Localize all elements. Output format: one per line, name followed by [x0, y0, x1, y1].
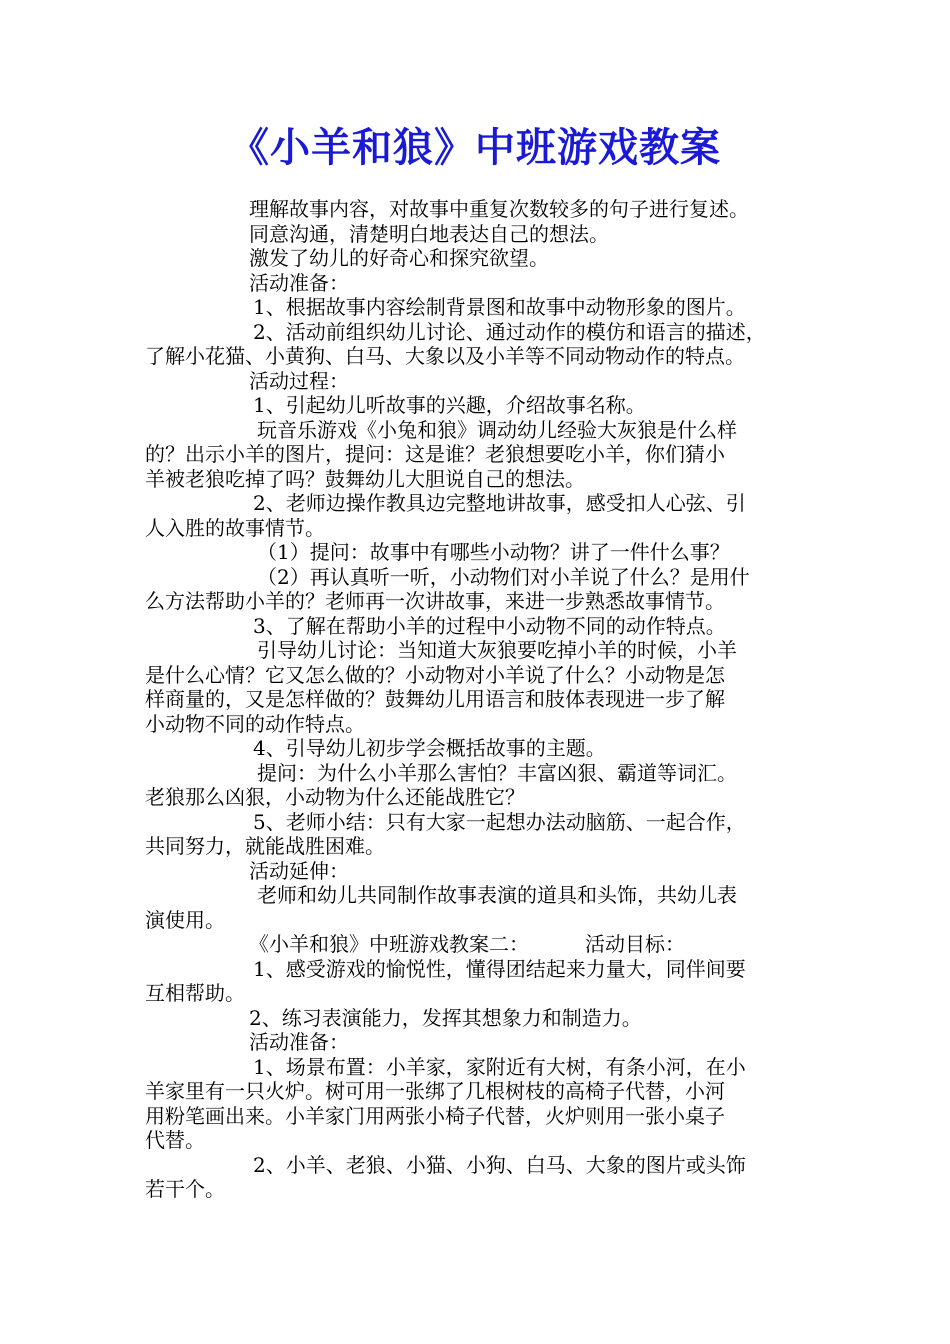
section-heading-inline: 活动目标：	[585, 932, 685, 956]
section-heading: 活动过程：	[249, 368, 349, 393]
paragraph-line: （1）提问：故事中有哪些小动物？讲了一件什么事？	[257, 540, 730, 564]
paragraph-line: 玩音乐游戏《小兔和狼》调动幼儿经验大灰狼是什么样	[257, 417, 737, 442]
paragraph-line: 同意沟通，清楚明白地表达自己的想法。	[249, 221, 609, 246]
paragraph-line: 1、根据故事内容绘制背景图和故事中动物形象的图片。	[253, 295, 746, 319]
paragraph-line: （2）再认真听一听，小动物们对小羊说了什么？是用什	[257, 564, 750, 589]
paragraph-line: 引导幼儿讨论：当知道大灰狼要吃掉小羊的时候，小羊	[257, 638, 737, 662]
paragraph-line: 羊被老狼吃掉了吗？鼓舞幼儿大胆说自己的想法。	[145, 466, 585, 491]
paragraph-line: 互相帮助。	[145, 981, 245, 1005]
paragraph-line: 4、引导幼儿初步学会概括故事的主题。	[253, 736, 606, 760]
subtitle-text: 《小羊和狼》中班游戏教案二：	[249, 932, 529, 956]
paragraph-line: 若干个。	[145, 1177, 225, 1201]
paragraph-line: 人入胜的故事情节。	[145, 515, 325, 540]
paragraph-line-subtitle	[145, 932, 817, 957]
paragraph-line: 2、活动前组织幼儿讨论、通过动作的模仿和语言的描述，	[253, 319, 766, 344]
paragraph-line: 演使用。	[145, 907, 225, 932]
paragraph-line: 3、了解在帮助小羊的过程中小动物不同的动作特点。	[253, 613, 726, 638]
paragraph-line: 2、练习表演能力，发挥其想象力和制造力。	[249, 1005, 642, 1030]
paragraph-line: 样商量的，又是怎样做的？鼓舞幼儿用语言和肢体表现进一步了解	[145, 687, 725, 711]
section-heading: 活动准备：	[249, 270, 349, 295]
paragraph-line: 是什么心情？它又怎么做的？小动物对小羊说了什么？小动物是怎	[145, 662, 725, 687]
section-heading: 活动延伸：	[249, 858, 349, 883]
paragraph-line: 代替。	[145, 1128, 205, 1152]
paragraph-line: 小动物不同的动作特点。	[145, 711, 365, 736]
paragraph-line: 了解小花猫、小黄狗、白马、大象以及小羊等不同动物动作的特点。	[145, 344, 745, 368]
paragraph-line: 2、老师边操作教具边完整地讲故事，感受扣人心弦、引	[253, 491, 746, 515]
document-title: 《小羊和狼》中班游戏教案	[229, 124, 721, 171]
paragraph-line: 1、场景布置：小羊家，家附近有大树，有条小河，在小	[253, 1054, 746, 1079]
paragraph-line: 1、引起幼儿听故事的兴趣，介绍故事名称。	[253, 393, 646, 417]
paragraph-line: 的？出示小羊的图片，提问：这是谁？老狼想要吃小羊，你们猜小	[145, 442, 725, 466]
paragraph-line: 么方法帮助小羊的？老师再一次讲故事，来进一步熟悉故事情节。	[145, 589, 725, 613]
paragraph-line: 老狼那么凶狠，小动物为什么还能战胜它？	[145, 785, 525, 809]
paragraph-line: 提问：为什么小羊那么害怕？丰富凶狠、霸道等词汇。	[257, 760, 737, 785]
paragraph-line: 2、小羊、老狼、小猫、小狗、白马、大象的图片或头饰	[253, 1152, 746, 1177]
paragraph-line: 5、老师小结：只有大家一起想办法动脑筋、一起合作，	[253, 809, 746, 834]
paragraph-line: 用粉笔画出来。小羊家门用两张小椅子代替，火炉则用一张小桌子	[145, 1103, 725, 1128]
paragraph-line: 激发了幼儿的好奇心和探究欲望。	[249, 246, 549, 270]
document-body	[145, 197, 817, 1202]
paragraph-line: 共同努力，就能战胜困难。	[145, 834, 385, 858]
paragraph-line: 1、感受游戏的愉悦性，懂得团结起来力量大，同伴间要	[253, 956, 746, 981]
paragraph-line: 老师和幼儿共同制作故事表演的道具和头饰，共幼儿表	[257, 883, 737, 907]
paragraph-line: 羊家里有一只火炉。树可用一张绑了几根树枝的高椅子代替，小河	[145, 1079, 725, 1103]
paragraph-line: 理解故事内容，对故事中重复次数较多的句子进行复述。	[249, 197, 749, 221]
section-heading: 活动准备：	[249, 1030, 349, 1054]
